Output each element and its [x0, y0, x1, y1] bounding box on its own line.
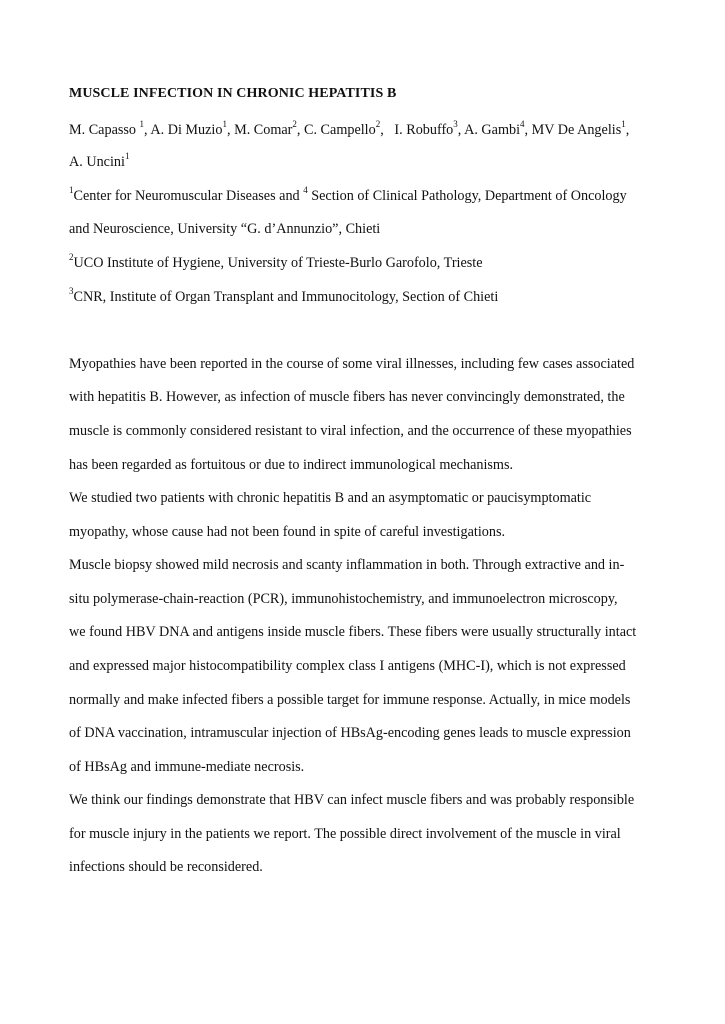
author-name: , C. Campello	[296, 122, 376, 138]
abstract-line: We studied two patients with chronic hepatitis B and an asymptomatic or paucisymptomatic	[69, 490, 592, 506]
affiliation-2	[69, 253, 483, 273]
abstract-line: for muscle injury in the patients we report. The possible direct involvement of the muscle in viral	[69, 826, 621, 842]
author-affiliation-mark: 1	[621, 119, 626, 130]
author-name: , A. Gambi	[457, 122, 521, 138]
author-name: , A. Di Muzio	[144, 122, 223, 138]
author-affiliation-mark: 4	[520, 119, 525, 130]
author-name: A. Uncini	[69, 154, 125, 170]
affiliation-text: CNR, Institute of Organ Transplant and Immunocitology, Section of Chieti	[73, 289, 499, 305]
author-line-2	[69, 152, 129, 172]
abstract-line: of HBsAg and immune-mediate necrosis.	[69, 759, 305, 775]
author-name: M. Capasso	[69, 122, 140, 138]
abstract-line: Muscle biopsy showed mild necrosis and scanty inflammation in both. Through extractive and in-	[69, 557, 625, 573]
author-affiliation-mark: 3	[453, 119, 458, 130]
affiliation-text: Center for Neuromuscular Diseases and	[73, 188, 304, 204]
abstract-line: muscle is commonly considered resistant to viral infection, and the occurrence of these myopathies	[69, 423, 632, 439]
paper-title: MUSCLE INFECTION IN CHRONIC HEPATITIS B	[69, 86, 397, 101]
affiliation-text: UCO Institute of Hygiene, University of Trieste-Burlo Garofolo, Trieste	[73, 255, 483, 271]
abstract-line: infections should be reconsidered.	[69, 859, 263, 875]
abstract-line: with hepatitis B. However, as infection of muscle fibers has never convincingly demonstrated, the	[69, 389, 625, 405]
affiliation-3	[69, 287, 498, 307]
abstract-line: Myopathies have been reported in the course of some viral illnesses, including few cases associated	[69, 356, 635, 372]
affiliation-1-line-1	[69, 186, 627, 206]
abstract-line: and expressed major histocompatibility complex class I antigens (MHC-I), which is not expressed	[69, 658, 626, 674]
abstract-line: has been regarded as fortuitous or due to indirect immunological mechanisms.	[69, 457, 514, 473]
author-name: , MV De Angelis	[524, 122, 622, 138]
affiliation-mark: 1	[69, 185, 74, 196]
affiliation-1-line-2	[69, 219, 380, 239]
author-affiliation-mark: 2	[292, 119, 297, 130]
abstract-line: We think our findings demonstrate that HBV can infect muscle fibers and was probably responsible	[69, 792, 635, 808]
abstract-line: normally and make infected fibers a possible target for immune response. Actually, in mice models	[69, 692, 631, 708]
author-affiliation-mark: 1	[222, 119, 227, 130]
affiliation-text: Section of Clinical Pathology, Department of Oncology	[307, 188, 627, 204]
author-name: , M. Comar	[226, 122, 293, 138]
abstract-line: of DNA vaccination, intramuscular injection of HBsAg-encoding genes leads to muscle expression	[69, 725, 631, 741]
abstract-line: we found HBV DNA and antigens inside muscle fibers. These fibers were usually structurally intact	[69, 624, 637, 640]
affiliation-mark: 4	[303, 185, 308, 196]
affiliation-mark: 3	[69, 286, 74, 297]
author-line-1	[69, 120, 629, 140]
affiliation-text: and Neuroscience, University “G. d’Annunzio”, Chieti	[69, 221, 381, 237]
author-affiliation-mark: 2	[375, 119, 381, 130]
abstract-line: myopathy, whose cause had not been found in spite of careful investigations.	[69, 524, 506, 540]
abstract-line: situ polymerase-chain-reaction (PCR), immunohistochemistry, and immunoelectron microscopy,	[69, 591, 618, 607]
author-separator: ,	[625, 122, 630, 138]
author-affiliation-mark: 1	[124, 151, 130, 162]
author-affiliation-mark: 1	[139, 119, 145, 130]
affiliation-mark: 2	[69, 252, 74, 263]
author-name: , I. Robuffo	[380, 122, 454, 138]
